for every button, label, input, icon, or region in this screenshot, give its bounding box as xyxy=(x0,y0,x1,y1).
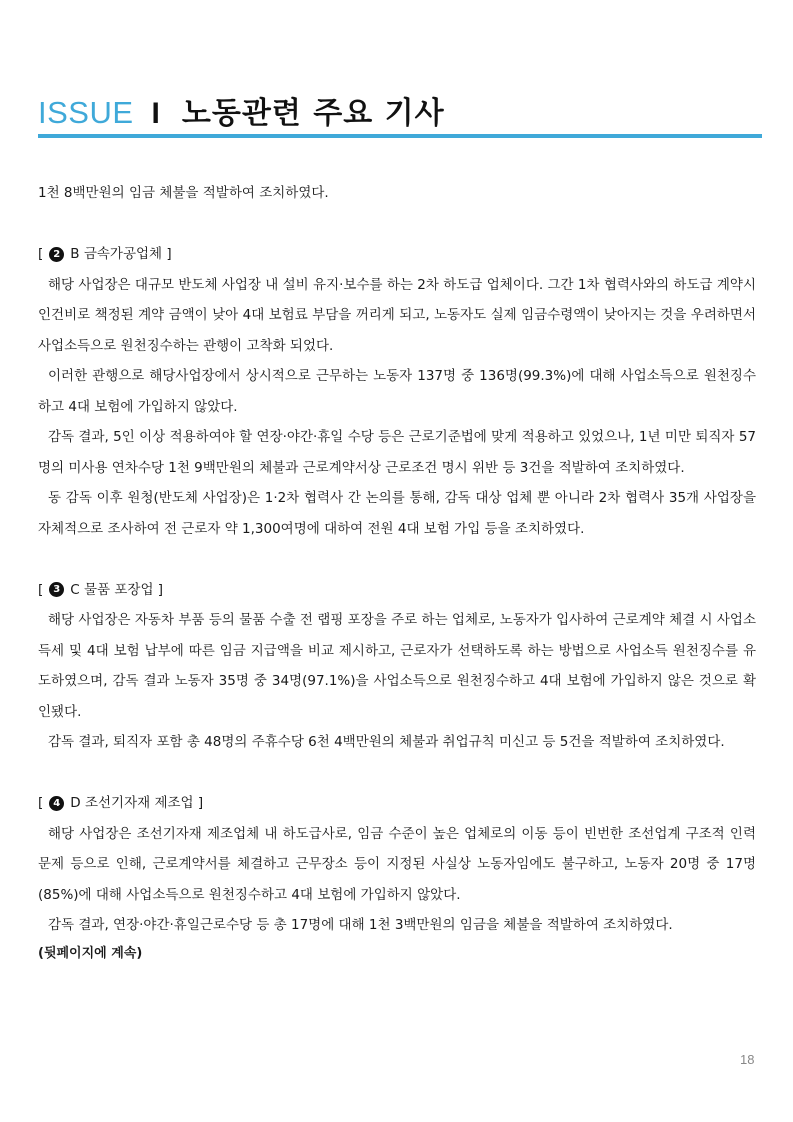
paragraph: 감독 결과, 퇴직자 포함 총 48명의 주휴수당 6천 4백만원의 체불과 취업규칙 미신고 등 5건을 적발하여 조치하였다. xyxy=(48,734,725,750)
intro-paragraph: 1천 8백만원의 임금 체불을 적발하여 조치하였다. xyxy=(38,185,329,201)
bracket-open: [ xyxy=(38,795,44,811)
section-label: B 금속가공업체 ] xyxy=(70,246,172,262)
title-separator: I xyxy=(151,97,160,130)
paragraph: 해당 사업장은 대규모 반도체 사업장 내 설비 유지·보수를 하는 2차 하도급 업체이다. 그간 1차 협력사와의 하도급 계약시 인건비로 책정된 계약 금액이 낮아 4대 보험료 부담을 꺼리게 되고, 노동자도 실제 임금수령액이 낮아지는 것을 우려하면서 사업소득으로 원천징수하는 관행이 고착화 되었다. xyxy=(38,276,756,354)
paragraph: 해당 사업장은 조선기자재 제조업체 내 하도급사로, 임금 수준이 높은 업체로의 이동 등이 빈번한 조선업계 구조적 인력 문제 등으로 인해, 근로계약서를 체결하고 근무장소 등이 지정된 사실상 노동자임에도 불구하고, 노동자 20명 중 17명(85%)에 대해 사업소득으로 원천징수하고 4대 보험에 가입하지 않았다. xyxy=(38,825,756,903)
bracket-open: [ xyxy=(38,246,44,262)
issue-label: ISSUE xyxy=(38,95,134,130)
page-number: 18 xyxy=(740,1052,755,1067)
number-circle-icon: 4 xyxy=(49,796,64,811)
section-label: C 물품 포장업 ] xyxy=(70,581,164,598)
bracket-open: [ xyxy=(38,581,44,598)
paragraph: 감독 결과, 연장·야간·휴일근로수당 등 총 17명에 대해 1천 3백만원의 임금을 체불을 적발하여 조치하였다. xyxy=(48,917,673,933)
page-header xyxy=(38,88,762,138)
section-heading-c xyxy=(38,575,756,606)
continued-note: (뒷페이지에 계속) xyxy=(38,945,143,961)
paragraph: 이러한 관행으로 해당사업장에서 상시적으로 근무하는 노동자 137명 중 136명(99.3%)에 대해 사업소득으로 원천징수하고 4대 보험에 가입하지 않았다. xyxy=(38,368,756,415)
paragraph: 동 감독 이후 원청(반도체 사업장)은 1·2차 협력사 간 논의를 통해, 감독 대상 업체 뿐 아니라 2차 협력사 35개 사업장을 자체적으로 조사하여 전 근로자 약 1,300여명에 대하여 전원 4대 보험 가입 등을 조치하였다. xyxy=(38,490,756,537)
title-row xyxy=(38,88,762,132)
number-circle-icon: 2 xyxy=(49,247,64,262)
section-heading-d xyxy=(38,788,756,819)
number-circle-icon: 3 xyxy=(49,582,64,597)
paragraph: 해당 사업장은 자동차 부품 등의 물품 수출 전 랩핑 포장을 주로 하는 업체로, 노동자가 입사하여 근로계약 체결 시 사업소득세 및 4대 보험 납부에 따른 임금 지급액을 비교 제시하고, 근로자가 선택하도록 하는 방법으로 사업소득 원천징수를 유도하였으며, 감독 결과 노동자 35명 중 34명(97.1%)을 사업소득으로 원천징수하고 4대 보험에 가입하지 않은 것으로 확인됐다. xyxy=(38,612,756,720)
page-title: 노동관련 주요 기사 xyxy=(181,96,445,131)
article-body xyxy=(38,178,756,967)
section-heading-b xyxy=(38,239,756,270)
paragraph: 감독 결과, 5인 이상 적용하여야 할 연장·야간·휴일 수당 등은 근로기준법에 맞게 적용하고 있었으나, 1년 미만 퇴직자 57명의 미사용 연차수당 1천 9백만원의 체불과 근로계약서상 근로조건 명시 위반 등 3건을 적발하여 조치하였다. xyxy=(38,429,756,476)
header-rule xyxy=(38,134,762,138)
section-label: D 조선기자재 제조업 ] xyxy=(70,795,204,811)
